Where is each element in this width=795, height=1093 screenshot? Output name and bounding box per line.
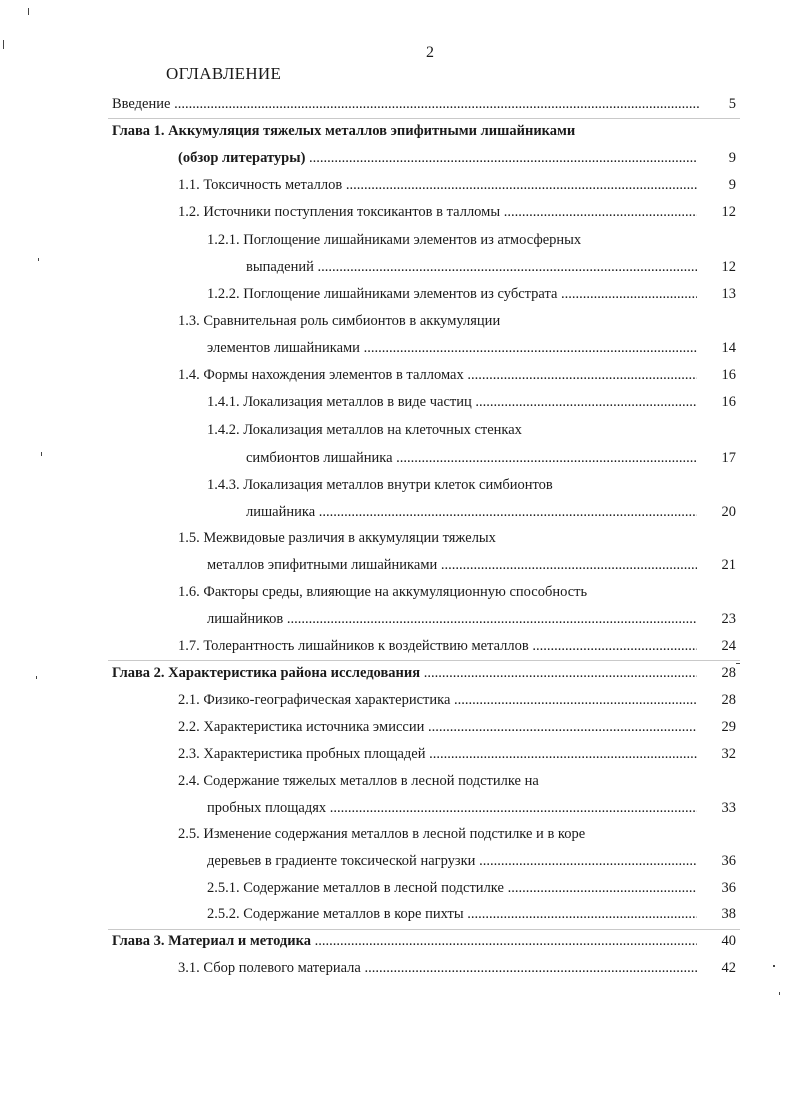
toc-page-1-4-3: 20 xyxy=(721,504,736,520)
toc-page-1-4-2: 17 xyxy=(721,450,736,466)
toc-page-intro: 5 xyxy=(728,96,736,112)
toc-page-1-2-1: 12 xyxy=(721,259,736,275)
toc-entry-1-7: 1.7. Толерантность лишайников к воздействию металлов ..... xyxy=(178,638,697,655)
toc-entry-2-5: 2.5. Изменение содержания металлов в лесной подстилке и в коре xyxy=(178,826,586,842)
toc-entry-2-3: 2.3. Характеристика пробных площадей ..... xyxy=(178,746,697,763)
toc-entry-2-5-1: 2.5.1. Содержание металлов в лесной подстилке ..... xyxy=(207,880,697,897)
toc-entry-chapter-1-cont: (обзор литературы) ..... xyxy=(178,150,697,167)
toc-entry-1-3-cont: элементов лишайниками ..... xyxy=(207,340,697,357)
toc-entry-1-4-2-cont: симбионтов лишайника ..... xyxy=(246,450,697,467)
toc-entry-1-2: 1.2. Источники поступления токсикантов в талломы ..... xyxy=(178,204,697,221)
toc-entry-2-5-cont: деревьев в градиенте токсической нагрузки ..... xyxy=(207,853,697,870)
toc-entry-chapter-3: Глава 3. Материал и методика ..... xyxy=(112,933,697,950)
toc-page-chapter-3: 40 xyxy=(721,933,736,949)
toc-page-1-4: 16 xyxy=(721,367,736,383)
toc-entry-1-4-3: 1.4.3. Локализация металлов внутри клеток симбионтов xyxy=(207,477,553,493)
scan-speck xyxy=(779,992,780,995)
toc-entry-2-2: 2.2. Характеристика источника эмиссии ..... xyxy=(178,719,697,736)
toc-entry-1-3: 1.3. Сравнительная роль симбионтов в аккумуляции xyxy=(178,313,501,329)
toc-entry-1-4-1: 1.4.1. Локализация металлов в виде частиц ..... xyxy=(207,394,697,411)
toc-entry-2-4-cont: пробных площадях ..... xyxy=(207,800,697,817)
toc-entry-1-2-1: 1.2.1. Поглощение лишайниками элементов из атмосферных xyxy=(207,232,582,248)
toc-page-2-5-2: 38 xyxy=(721,906,736,922)
toc-page-2-1: 28 xyxy=(721,692,736,708)
toc-page-2-5: 36 xyxy=(721,853,736,869)
toc-entry-1-4-3-cont: лишайника ..... xyxy=(246,504,697,521)
toc-entry-2-1: 2.1. Физико-географическая характеристика ..... xyxy=(178,692,697,709)
toc-page-2-2: 29 xyxy=(721,719,736,735)
toc-entry-1-4-2: 1.4.2. Локализация металлов на клеточных стенках xyxy=(207,422,522,438)
toc-entry-1-6: 1.6. Факторы среды, влияющие на аккумуляционную способность xyxy=(178,584,588,600)
toc-entry-intro: Введение ..... xyxy=(112,96,700,113)
toc-entry-1-6-cont: лишайников ..... xyxy=(207,611,697,628)
toc-entry-1-4: 1.4. Формы нахождения элементов в талломах ..... xyxy=(178,367,697,384)
toc-page-2-4: 33 xyxy=(721,800,736,816)
page-title: ОГЛАВЛЕНИЕ xyxy=(166,64,282,83)
toc-page-1-2-2: 13 xyxy=(721,286,736,302)
toc-entry-1-2-1-cont: выпадений ..... xyxy=(246,259,697,276)
toc-entry-1-5-cont: металлов эпифитными лишайниками ..... xyxy=(207,557,697,574)
scan-speck xyxy=(41,452,42,456)
toc-entry-3-1: 3.1. Сбор полевого материала ..... xyxy=(178,960,697,977)
toc-page-2-5-1: 36 xyxy=(721,880,736,896)
toc-page-chapter-2: 28 xyxy=(721,665,736,681)
scan-speck xyxy=(36,676,37,679)
toc-page-3-1: 42 xyxy=(721,960,736,976)
scan-speck xyxy=(38,258,39,261)
toc-page-1-5: 21 xyxy=(721,557,736,573)
toc-page-chapter-1: 9 xyxy=(728,150,736,166)
toc-page-2-3: 32 xyxy=(721,746,736,762)
toc-page-1-6: 23 xyxy=(721,611,736,627)
page-number: 2 xyxy=(426,44,434,61)
toc-entry-1-5: 1.5. Межвидовые различия в аккумуляции тяжелых xyxy=(178,530,496,546)
toc-entry-2-5-2: 2.5.2. Содержание металлов в коре пихты ..... xyxy=(207,906,697,923)
scan-speck xyxy=(736,663,740,664)
toc-entry-1-2-2: 1.2.2. Поглощение лишайниками элементов из субстрата ..... xyxy=(207,286,697,303)
scan-speck xyxy=(3,40,4,49)
scan-speck xyxy=(28,8,29,15)
toc-page-1-7: 24 xyxy=(721,638,736,654)
toc-page-1-1: 9 xyxy=(728,177,736,193)
toc-entry-2-4: 2.4. Содержание тяжелых металлов в лесной подстилке на xyxy=(178,773,539,789)
row-divider xyxy=(108,929,740,930)
toc-entry-1-1: 1.1. Токсичность металлов ..... xyxy=(178,177,697,194)
scan-speck xyxy=(773,965,775,967)
toc-entry-chapter-1: Глава 1. Аккумуляция тяжелых металлов эпифитными лишайниками xyxy=(112,123,576,139)
toc-page-1-3: 14 xyxy=(721,340,736,356)
row-divider xyxy=(108,660,740,661)
toc-entry-chapter-2: Глава 2. Характеристика района исследования ..... xyxy=(112,665,697,682)
toc-page-1-4-1: 16 xyxy=(721,394,736,410)
row-divider xyxy=(108,118,740,119)
toc-page-1-2: 12 xyxy=(721,204,736,220)
